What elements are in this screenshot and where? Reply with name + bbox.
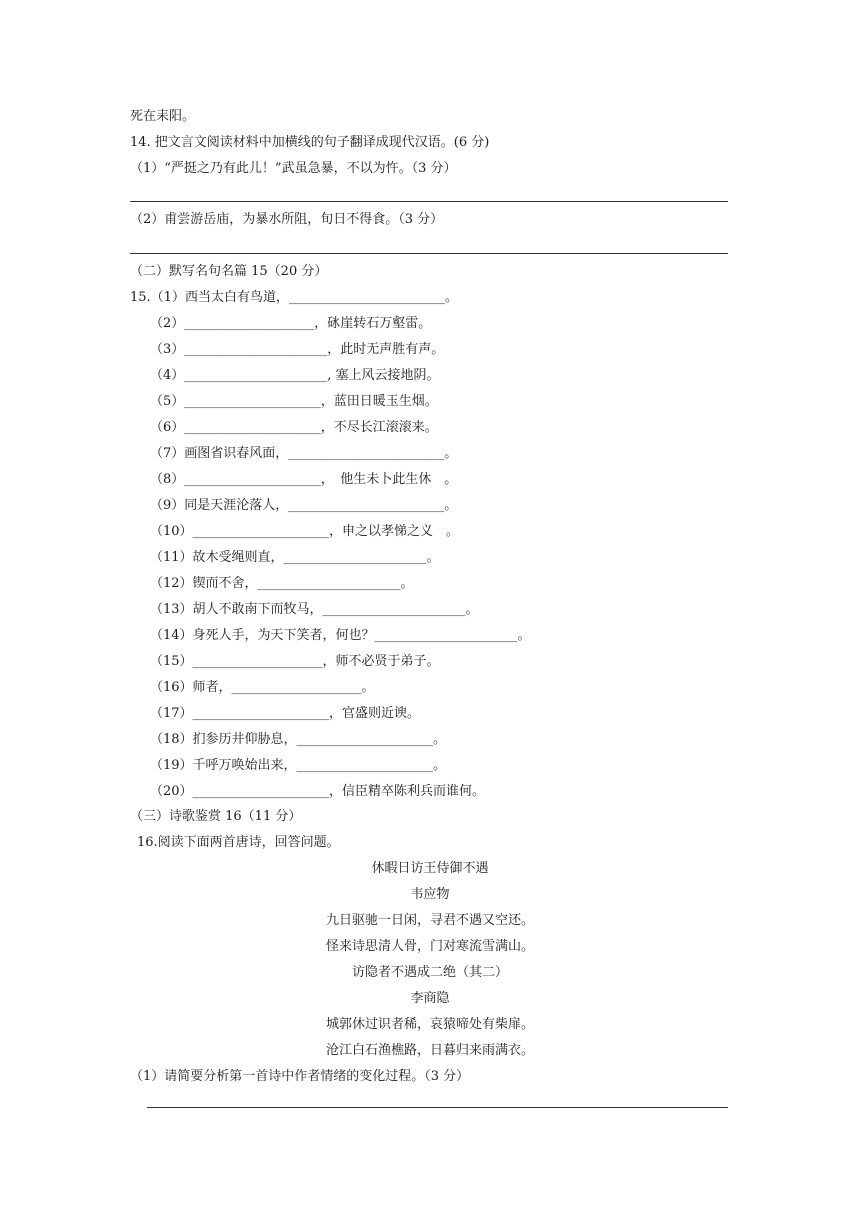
poem-1-line-1: 九日驱驰一日闲，寻君不遇又空还。 <box>325 913 534 928</box>
q15-item-12: （12）锲而不舍，______________________。 <box>150 576 414 591</box>
q15-item-15: （15）____________________，师不必贤于弟子。 <box>150 654 440 669</box>
poem-2-line-2: 沧江白石渔樵路，日暮归来雨满衣。 <box>325 1043 534 1058</box>
q15-item-19: （19）千呼万唤始出来，_____________________。 <box>150 758 447 773</box>
q15-item-4: （4）______________________, 塞上风云接地阴。 <box>150 368 440 383</box>
q15-item-9: （9）同是天涯沦落人，________________________。 <box>150 498 458 513</box>
q15-item-16: （16）师者，____________________。 <box>150 680 375 695</box>
question-14-1: （1）“严挺之乃有此儿！”武虽急暴，不以为忤。（3 分） <box>130 161 457 176</box>
poem-1-author: 韦应物 <box>410 887 450 902</box>
section-2-heading: （二）默写名句名篇 15（20 分） <box>130 264 328 279</box>
answer-line-16-1 <box>147 1107 728 1108</box>
q15-item-6: （6）_____________________，不尽长江滚滚来。 <box>150 420 438 435</box>
q15-item-1: 15.（1）西当太白有鸟道，________________________。 <box>130 290 458 305</box>
poem-2-title: 访隐者不遇成二绝（其二） <box>351 965 508 980</box>
question-14-title: 14. 把文言文阅读材料中加横线的句子翻译成现代汉语。(6 分) <box>130 135 490 150</box>
q15-item-14: （14）身死人手，为天下笑者，何也？______________________。 <box>150 628 531 643</box>
section-3-heading: （三）诗歌鉴赏 16（11 分） <box>130 809 302 824</box>
q15-item-18: （18）扪参历井仰胁息，_____________________。 <box>150 732 447 747</box>
q15-item-3: （3）______________________，此时无声胜有声。 <box>150 342 445 357</box>
poem-2-line-1: 城郭休过识者稀，哀猿啼处有柴扉。 <box>325 1017 534 1032</box>
answer-line-14-1 <box>130 201 728 202</box>
poem-1-line-2: 怪来诗思清人骨，门对寒流雪满山。 <box>325 939 534 954</box>
q15-item-17: （17）_____________________，官盛则近谀。 <box>150 706 421 721</box>
question-14-2: （2）甫尝游岳庙，为暴水所阻，旬日不得食。（3 分） <box>130 212 444 227</box>
intro-tail: 死在耒阳。 <box>130 109 196 124</box>
q15-item-10: （10）_____________________，申之以孝悌之义 。 <box>150 524 460 539</box>
poem-1-title: 休暇日访王侍御不遇 <box>371 861 489 876</box>
q15-item-13: （13）胡人不敢南下而牧马，______________________。 <box>150 602 479 617</box>
q15-item-5: （5）_____________________，蓝田日暖玉生烟。 <box>150 394 438 409</box>
q15-item-11: （11）故木受绳则直，______________________。 <box>150 550 440 565</box>
question-16-1: （1）请简要分析第一首诗中作者情绪的变化过程。（3 分） <box>130 1069 470 1084</box>
question-16-title: 16.阅读下面两首唐诗，回答问题。 <box>137 835 340 850</box>
q15-item-8: （8）_____________________， 他生未卜此生休 。 <box>150 472 458 487</box>
poem-2-author: 李商隐 <box>410 991 450 1006</box>
q15-item-7: （7）画图省识春风面，________________________。 <box>150 446 458 461</box>
answer-line-14-2 <box>130 253 728 254</box>
q15-item-2: （2）____________________，砯崖转石万壑雷。 <box>150 316 432 331</box>
q15-item-20: （20）_____________________，信臣精卒陈利兵而谁何。 <box>150 784 486 799</box>
